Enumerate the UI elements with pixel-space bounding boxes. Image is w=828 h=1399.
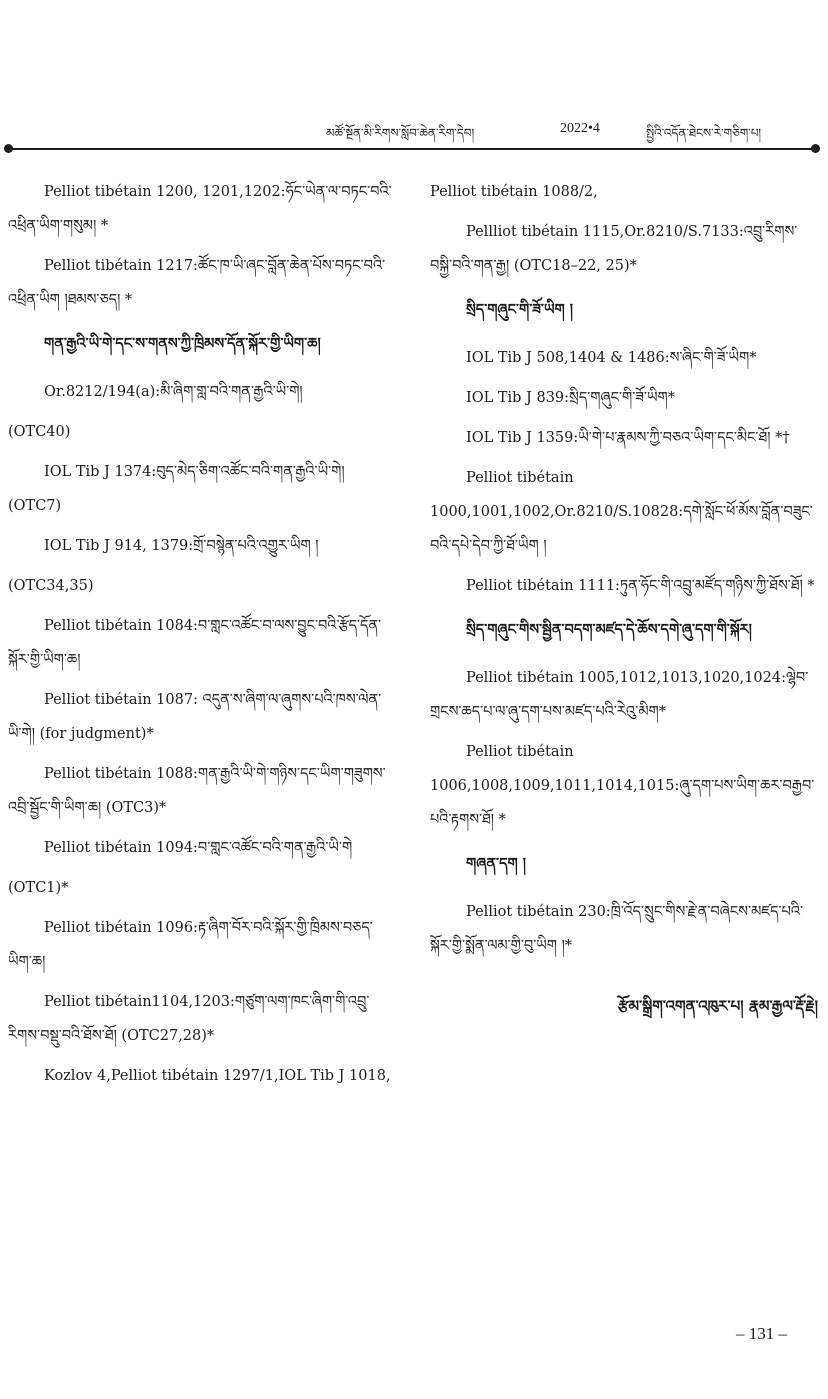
catalog-entry: Or.8212/194(a):མི་ཞིག་གླ་བའི་གན་རྒྱའི་ཡི་གེ།	[44, 384, 303, 400]
section-heading: གཞན་དག །	[466, 855, 526, 872]
catalog-entry: Pelliot tibétain 1084:བ་གླང་འཚོང་བ་ལས་བྱུང་བའི་རྩོད་དོན་སྐོར་གྱི་ཡིག་ཆ།	[8, 618, 382, 668]
catalog-entry: Pelliot tibétain 1200, 1201,1202:ཧོང་ཡེན་ལ་བཏང་བའི་འཕྲིན་ཡིག་གསུམ། *	[8, 184, 392, 234]
catalog-entry: Pelliot tibétain 1088:གན་རྒྱའི་ཡི་གེ་གཉིས་དང་ཡིག་གཟུགས་འབྲི་སྦྱོང་གི་ཡིག་ཆ། (OTC3)*	[8, 766, 386, 816]
catalog-entry: Pelliot tibétain 1111:ཏུན་ཧོང་གི་འབྲུ་མཛོད་གཉིས་ཀྱི་ཐོས་ཐོ། *	[466, 578, 815, 594]
catalog-entry: Kozlov 4,Pelliot tibétain 1297/1,IOL Tib J 1018,	[44, 1068, 391, 1084]
catalog-entry: IOL Tib J 839:སྲིད་གཞུང་གི་ཟོ་ཡིག*	[466, 390, 675, 406]
left-column	[8, 175, 394, 1099]
catalog-entry: IOL Tib J 1359:ཡི་གེ་པ་རྣམས་ཀྱི་བཅའ་ཡིག་དང་མིང་ཐོ། *†	[466, 430, 790, 446]
catalog-entry: Pelliot tibétain 230:ཁྲི་འོད་སྲུང་གིས་རྗེ་ན་བཞེངས་མཛད་པའི་སྐོར་གྱི་སྨོན་ལམ་གྱི་བུ་ཡིག །*	[430, 904, 804, 954]
catalog-entry: Pelliot tibétain1104,1203:གཙུག་ལག་ཁང་ཞིག་གི་འབྲུ་རིགས་བསྡུ་བའི་ཐོས་ཐོ། (OTC27,28)*	[8, 994, 370, 1044]
issue-section: སྤྱིའི་འདོན་ཐེངས་རེ་གཅིག་པ།	[646, 126, 762, 140]
right-column	[430, 175, 818, 1038]
catalog-entry: Pellliot tibétain 1115,Or.8210/S.7133:འབྲུ་རིགས་བསྐྱི་བའི་གན་རྒྱ། (OTC18–22, 25)*	[430, 224, 798, 274]
section-heading: སྲིད་གཞུང་གིས་སྦྱིན་བདག་མཛད་དེ་ཆོས་དགེ་ཞུ་དག་གི་སྐོར།	[466, 621, 752, 638]
journal-title: མཚོ་སྔོན་མི་རིགས་སློབ་ཆེན་རིག་དེབ།	[326, 126, 475, 140]
catalog-entry: IOL Tib J 1374:བུད་མེད་ཅིག་འཚོང་བའི་གན་རྒྱའི་ཡི་གེ། (OTC7)	[8, 464, 345, 514]
running-header	[0, 0, 828, 160]
section-heading: སྲིད་གཞུང་གི་ཟོ་ཡིག །	[466, 301, 573, 318]
page-number: – 131 –	[736, 1324, 787, 1343]
editor-signature: རྩོམ་སྒྲིག་འགན་འཁུར་པ། རྣམ་རྒྱལ་རྡོ་རྗེ།	[617, 997, 818, 1015]
catalog-entry: IOL Tib J 914, 1379:གྲོ་བསྙེན་པའི་འགྱུར་ཡིག །	[44, 538, 319, 554]
issue-year: 2022•4	[560, 121, 600, 136]
catalog-entry: Pelliot tibétain 1094:བ་གླང་འཚོང་བའི་གན་རྒྱའི་ཡི་གེ	[44, 840, 353, 856]
catalog-entry: Pelliot tibétain 1087: འདུན་ས་ཞིག་ལ་ཞུགས་པའི་ཁས་ལེན་ཡི་གེ། (for judgment)*	[8, 692, 382, 742]
header-rule-dot-left	[4, 144, 13, 153]
entry-continuation: (OTC40)	[8, 424, 71, 440]
catalog-entry: Pelliot tibétain 1000,1001,1002,Or.8210/S.10828:དགེ་སློང་ཕོ་མོས་བློན་བཟུང་བའི་དཔེ་དེབ་ཀྱི་ཐོ་ཡིག །	[430, 470, 813, 554]
header-rule	[8, 148, 816, 150]
catalog-entry: Pelliot tibétain 1005,1012,1013,1020,1024:ལྷེབ་གྲངས་ཆད་པ་ལ་ཞུ་དག་པས་མཛད་པའི་རེའུ་མིག*	[430, 670, 809, 720]
entry-continuation: Pelliot tibétain 1088/2,	[430, 184, 598, 200]
section-heading: གན་རྒྱའི་ཡི་གེ་དང་ས་གནས་ཀྱི་ཁྲིམས་དོན་སྐོར་གྱི་ཡིག་ཆ།	[44, 335, 321, 352]
catalog-entry: Pelliot tibétain 1096:རྟ་ཞིག་བོར་བའི་སྐོར་གྱི་ཁྲིམས་བཅད་ཡིག་ཆ།	[8, 920, 373, 970]
header-rule-dot-right	[811, 144, 820, 153]
entry-continuation: (OTC1)*	[8, 880, 69, 896]
catalog-entry: Pelliot tibétain 1006,1008,1009,1011,1014,1015:ཞུ་དག་པས་ཡིག་ཆར་བརྒྱབ་པའི་རྟགས་ཐོ། *	[430, 744, 815, 828]
catalog-entry: IOL Tib J 508,1404 & 1486:ས་ཞིང་གི་ཟོ་ཡིག*	[466, 350, 757, 366]
catalog-entry: Pelliot tibétain 1217:ཚོང་ཁ་ཡི་ཞང་བློན་ཆེན་པོས་བཏང་བའི་འཕྲིན་ཡིག །ཐམས་ཅད། *	[8, 258, 386, 308]
entry-continuation: (OTC34,35)	[8, 578, 94, 594]
